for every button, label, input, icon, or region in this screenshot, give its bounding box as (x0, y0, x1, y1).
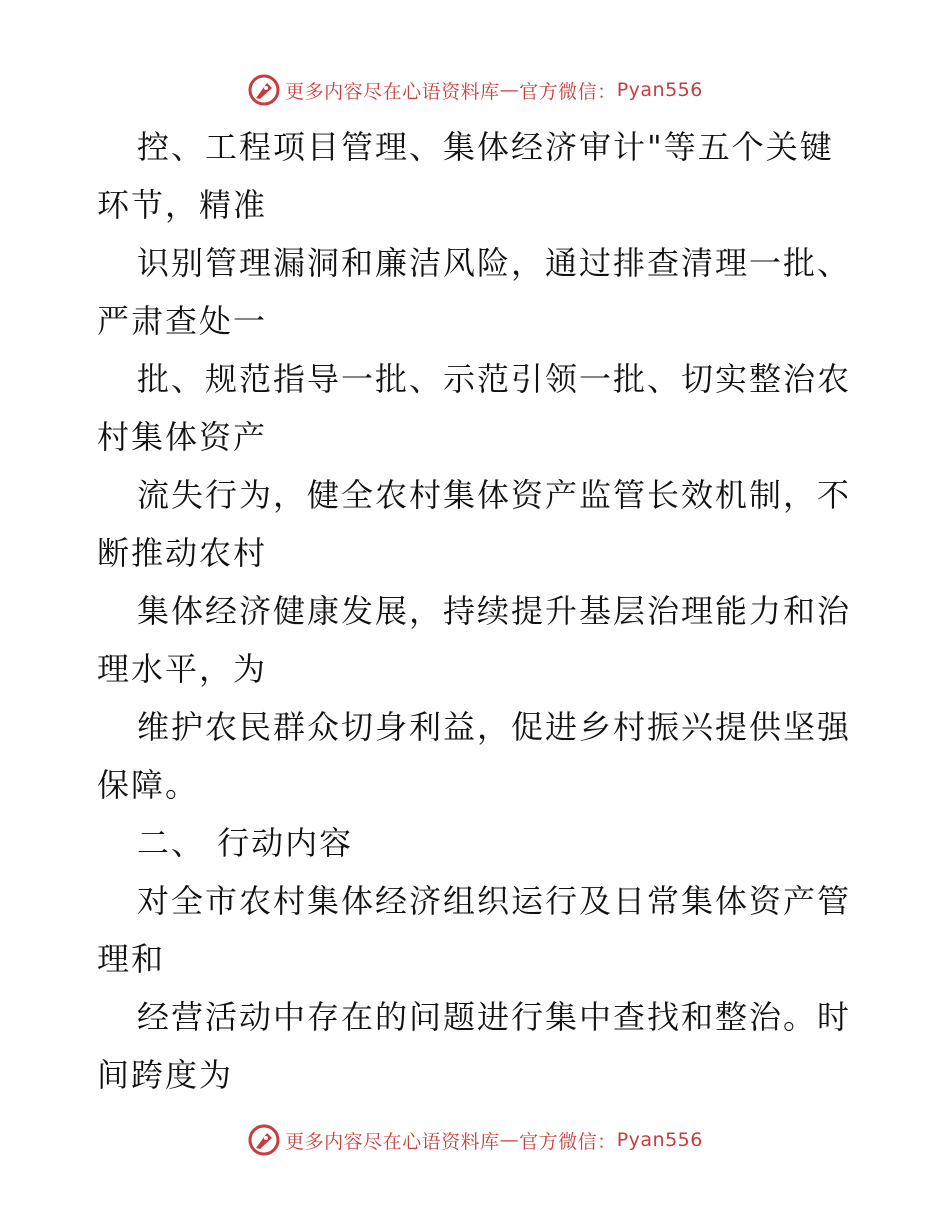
header-watermark (0, 70, 950, 110)
watermark-wechat-id: Pyan556 (616, 1129, 703, 1151)
text-line: 集体经济健康发展，持续提升基层治理能力和治 (137, 592, 852, 630)
text-line: 环节，精准 (97, 186, 268, 224)
watermark-text: 更多内容尽在心语资料库 (285, 1130, 500, 1153)
text-line: 保障。 (97, 766, 200, 804)
text-line: 流失行为，健全农村集体资产监管长效机制，不 (137, 476, 852, 514)
document-body (97, 118, 857, 1104)
text-line: 村集体资产 (97, 418, 268, 456)
watermark-dash: — (499, 1129, 520, 1151)
text-line: 断推动农村 (97, 534, 268, 572)
text-line: 二、 行动内容 (137, 824, 354, 862)
text-line: 经营活动中存在的问题进行集中查找和整治。时 (137, 998, 852, 1036)
text-line: 理水平，为 (97, 650, 268, 688)
text-line: 对全市农村集体经济组织运行及日常集体资产管 (137, 882, 852, 920)
pen-nib-logo-icon (247, 1123, 281, 1157)
footer-watermark (0, 1120, 950, 1160)
text-line: 控、工程项目管理、集体经济审计"等五个关键 (137, 128, 834, 166)
text-line: 识别管理漏洞和廉洁风险，通过排查清理一批、 (137, 244, 852, 282)
watermark-official-label: 官方微信： (519, 1130, 617, 1153)
text-line: 批、规范指导一批、示范引领一批、切实整治农 (137, 360, 852, 398)
pen-nib-logo-icon (247, 73, 281, 107)
watermark-official-label: 官方微信： (519, 80, 617, 103)
text-line: 维护农民群众切身利益，促进乡村振兴提供坚强 (137, 708, 852, 746)
watermark-dash: — (499, 79, 520, 101)
text-line: 间跨度为 (97, 1056, 234, 1094)
text-line: 理和 (97, 940, 166, 978)
watermark-text: 更多内容尽在心语资料库 (285, 80, 500, 103)
watermark-wechat-id: Pyan556 (616, 79, 703, 101)
text-line: 严肃查处一 (97, 302, 268, 340)
